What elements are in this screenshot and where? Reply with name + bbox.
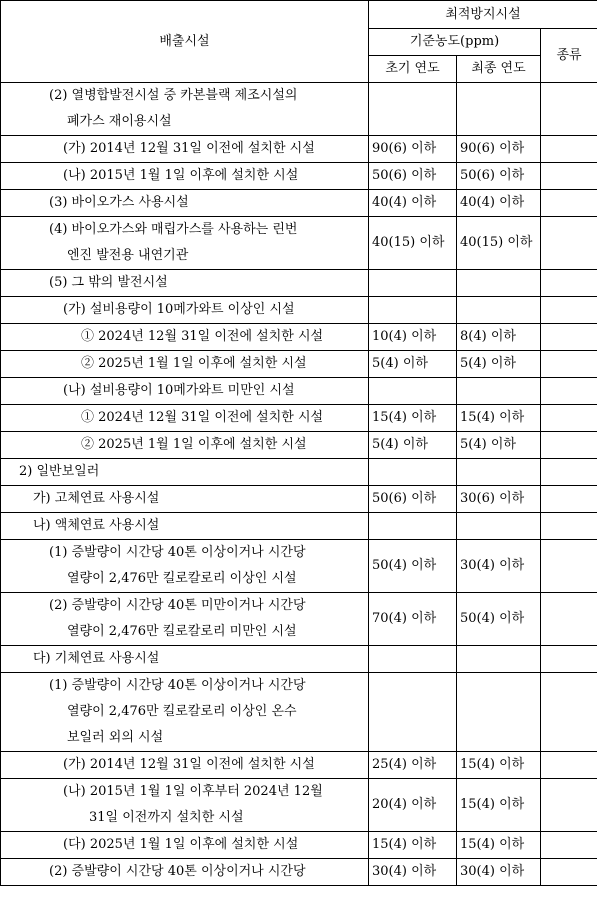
initial-value: 5(4) 이하: [369, 432, 457, 459]
final-value: [457, 270, 541, 297]
facility-cell: [1, 351, 369, 378]
facility-cell: [1, 673, 369, 752]
table-row: [1, 163, 597, 190]
final-value: [457, 83, 541, 136]
facility-cell: [1, 83, 369, 136]
facility-cell: [1, 593, 369, 646]
table-row: [1, 752, 597, 779]
facility-line: 열량이 2,476만 킬로칼로리 이상인 시설: [67, 571, 297, 586]
facility-cell: [1, 297, 369, 324]
facility-line: (나) 2015년 1월 1일 이후부터 2024년 12월: [63, 784, 323, 799]
facility-line: (가) 2014년 12월 31일 이전에 설치한 시설: [63, 757, 315, 772]
facility-cell: [1, 163, 369, 190]
table-row: [1, 378, 597, 405]
final-value: 40(15) 이하: [457, 217, 541, 270]
facility-line: ② 2025년 1월 1일 이후에 설치한 시설: [81, 437, 307, 452]
initial-value: 40(4) 이하: [369, 190, 457, 217]
initial-value: 70(4) 이하: [369, 593, 457, 646]
type-cell: [541, 752, 597, 779]
header-equipment: 최적방지시설: [369, 1, 597, 29]
final-value: 50(6) 이하: [457, 163, 541, 190]
final-value: 15(4) 이하: [457, 832, 541, 859]
facility-cell: [1, 513, 369, 540]
final-value: 30(4) 이하: [457, 540, 541, 593]
initial-value: [369, 378, 457, 405]
initial-value: 40(15) 이하: [369, 217, 457, 270]
facility-line: 가) 고체연료 사용시설: [33, 491, 160, 506]
final-value: 30(4) 이하: [457, 859, 541, 886]
initial-value: [369, 646, 457, 673]
facility-cell: [1, 136, 369, 163]
table-row: [1, 513, 597, 540]
initial-value: 25(4) 이하: [369, 752, 457, 779]
type-cell: [541, 324, 597, 351]
final-value: [457, 673, 541, 752]
final-value: 15(4) 이하: [457, 752, 541, 779]
type-cell: [541, 540, 597, 593]
facility-cell: [1, 190, 369, 217]
initial-value: [369, 297, 457, 324]
header-initial-year: 초기 연도: [369, 56, 457, 83]
type-cell: [541, 351, 597, 378]
type-cell: [541, 378, 597, 405]
type-cell: [541, 217, 597, 270]
type-cell: [541, 859, 597, 886]
facility-line: 2) 일반보일러: [19, 464, 100, 479]
initial-value: 50(4) 이하: [369, 540, 457, 593]
facility-line: 다) 기체연료 사용시설: [33, 651, 160, 666]
facility-cell: [1, 459, 369, 486]
final-value: 5(4) 이하: [457, 351, 541, 378]
facility-line: 나) 액체연료 사용시설: [33, 518, 160, 533]
facility-cell: [1, 752, 369, 779]
type-cell: [541, 190, 597, 217]
facility-cell: [1, 832, 369, 859]
final-value: [457, 378, 541, 405]
facility-line: (2) 증발량이 시간당 40톤 이상이거나 시간당: [49, 864, 306, 879]
facility-cell: [1, 405, 369, 432]
initial-value: 90(6) 이하: [369, 136, 457, 163]
facility-cell: [1, 859, 369, 886]
facility-line: 폐가스 재이용시설: [67, 114, 172, 129]
final-value: 40(4) 이하: [457, 190, 541, 217]
table-row: [1, 832, 597, 859]
type-cell: [541, 593, 597, 646]
table-row: [1, 459, 597, 486]
header-standard: 기준농도(ppm): [369, 29, 541, 56]
initial-value: 30(4) 이하: [369, 859, 457, 886]
initial-value: 50(6) 이하: [369, 486, 457, 513]
final-value: 50(4) 이하: [457, 593, 541, 646]
type-cell: [541, 779, 597, 832]
table-row: [1, 136, 597, 163]
facility-line: 열량이 2,476만 킬로칼로리 미만인 시설: [67, 624, 297, 639]
table-row: [1, 190, 597, 217]
final-value: 15(4) 이하: [457, 779, 541, 832]
facility-line: (나) 2015년 1월 1일 이후에 설치한 시설: [63, 168, 299, 183]
facility-cell: [1, 324, 369, 351]
table-row: [1, 432, 597, 459]
table-row: [1, 270, 597, 297]
initial-value: 15(4) 이하: [369, 832, 457, 859]
table-row: [1, 324, 597, 351]
initial-value: 50(6) 이하: [369, 163, 457, 190]
type-cell: [541, 270, 597, 297]
initial-value: 10(4) 이하: [369, 324, 457, 351]
facility-line: (가) 2014년 12월 31일 이전에 설치한 시설: [63, 141, 315, 156]
facility-cell: [1, 540, 369, 593]
final-value: [457, 459, 541, 486]
table-row: [1, 486, 597, 513]
facility-line: (1) 증발량이 시간당 40톤 이상이거나 시간당: [49, 545, 306, 560]
type-cell: [541, 432, 597, 459]
initial-value: 20(4) 이하: [369, 779, 457, 832]
initial-value: [369, 270, 457, 297]
type-cell: [541, 459, 597, 486]
final-value: 30(6) 이하: [457, 486, 541, 513]
type-cell: [541, 83, 597, 136]
facility-line: (가) 설비용량이 10메가와트 이상인 시설: [63, 302, 295, 317]
type-cell: [541, 646, 597, 673]
facility-cell: [1, 217, 369, 270]
table-row: [1, 217, 597, 270]
facility-line: (3) 바이오가스 사용시설: [49, 195, 189, 210]
header-facility: 배출시설: [1, 1, 369, 83]
facility-cell: [1, 486, 369, 513]
facility-line: 보일러 외의 시설: [67, 730, 164, 745]
facility-line: ② 2025년 1월 1일 이후에 설치한 시설: [81, 356, 307, 371]
final-value: 90(6) 이하: [457, 136, 541, 163]
table-row: [1, 540, 597, 593]
facility-cell: [1, 432, 369, 459]
table-body: [1, 83, 597, 886]
type-cell: [541, 163, 597, 190]
type-cell: [541, 513, 597, 540]
table-row: [1, 593, 597, 646]
facility-line: (나) 설비용량이 10메가와트 미만인 시설: [63, 383, 295, 398]
facility-cell: [1, 378, 369, 405]
table-row: [1, 673, 597, 752]
facility-line: (5) 그 밖의 발전시설: [49, 275, 168, 290]
facility-cell: [1, 646, 369, 673]
facility-line: ① 2024년 12월 31일 이전에 설치한 시설: [81, 410, 324, 425]
table-row: [1, 859, 597, 886]
facility-line: 31일 이전까지 설치한 시설: [89, 810, 244, 825]
facility-cell: [1, 779, 369, 832]
facility-line: ① 2024년 12월 31일 이전에 설치한 시설: [81, 329, 324, 344]
facility-cell: [1, 270, 369, 297]
initial-value: 15(4) 이하: [369, 405, 457, 432]
initial-value: [369, 513, 457, 540]
header-final-year: 최종 연도: [457, 56, 541, 83]
type-cell: [541, 832, 597, 859]
table-row: [1, 351, 597, 378]
final-value: 5(4) 이하: [457, 432, 541, 459]
type-cell: [541, 297, 597, 324]
facility-line: (4) 바이오가스와 매립가스를 사용하는 린번: [49, 222, 298, 237]
table-row: [1, 779, 597, 832]
initial-value: [369, 673, 457, 752]
initial-value: 5(4) 이하: [369, 351, 457, 378]
header-type: 종류: [541, 29, 597, 83]
type-cell: [541, 136, 597, 163]
type-cell: [541, 486, 597, 513]
final-value: 15(4) 이하: [457, 405, 541, 432]
table-row: [1, 297, 597, 324]
initial-value: [369, 459, 457, 486]
facility-line: (2) 열병합발전시설 중 카본블랙 제조시설의: [49, 88, 298, 103]
table-row: [1, 83, 597, 136]
final-value: [457, 297, 541, 324]
facility-line: 열량이 2,476만 킬로칼로리 이상인 온수: [67, 704, 297, 719]
final-value: 8(4) 이하: [457, 324, 541, 351]
final-value: [457, 646, 541, 673]
type-cell: [541, 673, 597, 752]
facility-line: (1) 증발량이 시간당 40톤 이상이거나 시간당: [49, 678, 306, 693]
final-value: [457, 513, 541, 540]
facility-line: (2) 증발량이 시간당 40톤 미만이거나 시간당: [49, 598, 306, 613]
facility-line: (다) 2025년 1월 1일 이후에 설치한 시설: [63, 837, 299, 852]
facility-line: 엔진 발전용 내연기관: [67, 248, 189, 263]
initial-value: [369, 83, 457, 136]
table-row: [1, 646, 597, 673]
table-row: [1, 405, 597, 432]
type-cell: [541, 405, 597, 432]
